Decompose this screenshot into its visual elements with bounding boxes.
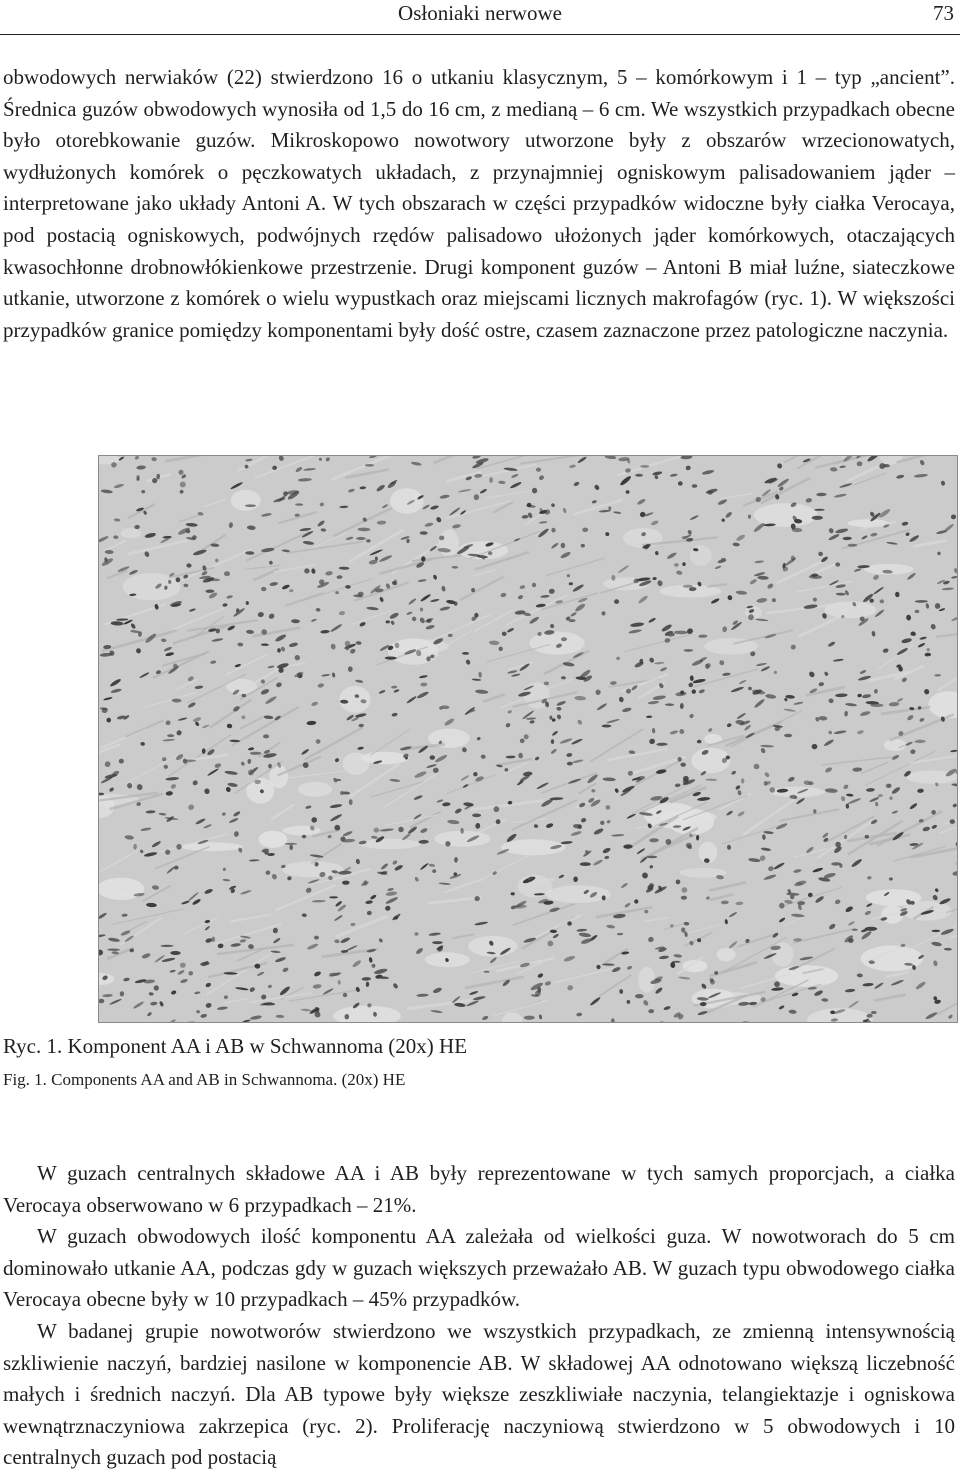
figure-caption-polish: Ryc. 1. Komponent AA i AB w Schwannoma (20x) HE: [3, 1034, 468, 1058]
body-paragraph-1: obwodowych nerwiaków (22) stwierdzono 16 o utkaniu klasycznym, 5 – komórkowym i 1 – typ „ancient”. Średnica guzów obwodowych wynosiła od 1,5 do 16 cm, z medianą – 6 cm. We wszystkich przypadkach obecne było otorebkowanie guzów. Mikroskopowo nowotwory utworzone były z obszarów wrzecionowatych, wydłużonych komórek o pęczkowatych układach, z przynajmniej ogniskowym palisadowaniem jąder – interpretowane jako układy Antoni A. W tych obszarach w części przypadków widoczne były ciałka Verocaya, pod postacią ogniskowych, podwójnych rzędów palisadowo ułożonych jąder komórkowych, otaczających kwasochłonne drobnowłókienkowe przestrzenie. Drugi komponent guzów – Antoni B miał luźne, siateczkowe utkanie, utworzone z komórek o wielu wypustkach oraz miejscami licznych makrofagów (ryc. 1). W większości przypadków granice pomiędzy komponentami były dość ostre, czasem zaznaczone przez patologiczne naczynia.: [3, 65, 955, 342]
micrograph-figure: [98, 455, 958, 1023]
running-title: Osłoniaki nerwowe: [398, 1, 562, 25]
micrograph-image: [99, 456, 958, 1023]
page-header: [0, 0, 960, 35]
body-paragraph-4: W badanej grupie nowotworów stwierdzono we wszystkich przypadkach, ze zmienną intensywnością szkliwienie naczyń, bardziej nasilone w komponencie AB. W składowej AA odnotowano większą liczebność małych i średnich naczyń. Dla AB typowe były większe zeszkliwiałe naczynia, telangiektazje i ogniskowa wewnątrznaczyniowa zakrzepica (ryc. 2). Proliferację naczyniową stwierdzono w 5 obwodowych i 10 centralnych guzach pod postacią: [3, 1319, 955, 1470]
page-number: 73: [933, 1, 954, 25]
figure-caption-english: Fig. 1. Components AA and AB in Schwannoma. (20x) HE: [3, 1070, 406, 1089]
body-paragraph-2: W guzach centralnych składowe AA i AB były reprezentowane w tych samych proporcjach, a ciałka Verocaya obserwowano w 6 przypadkach – 21%.: [3, 1161, 955, 1217]
body-paragraph-3: W guzach obwodowych ilość komponentu AA zależała od wielkości guza. W nowotworach do 5 cm dominowało utkanie AA, podczas gdy w guzach większych przeważało AB. W guzach typu obwodowego ciałka Verocaya obecne były w 10 przypadkach – 45% przypadków.: [3, 1224, 955, 1312]
